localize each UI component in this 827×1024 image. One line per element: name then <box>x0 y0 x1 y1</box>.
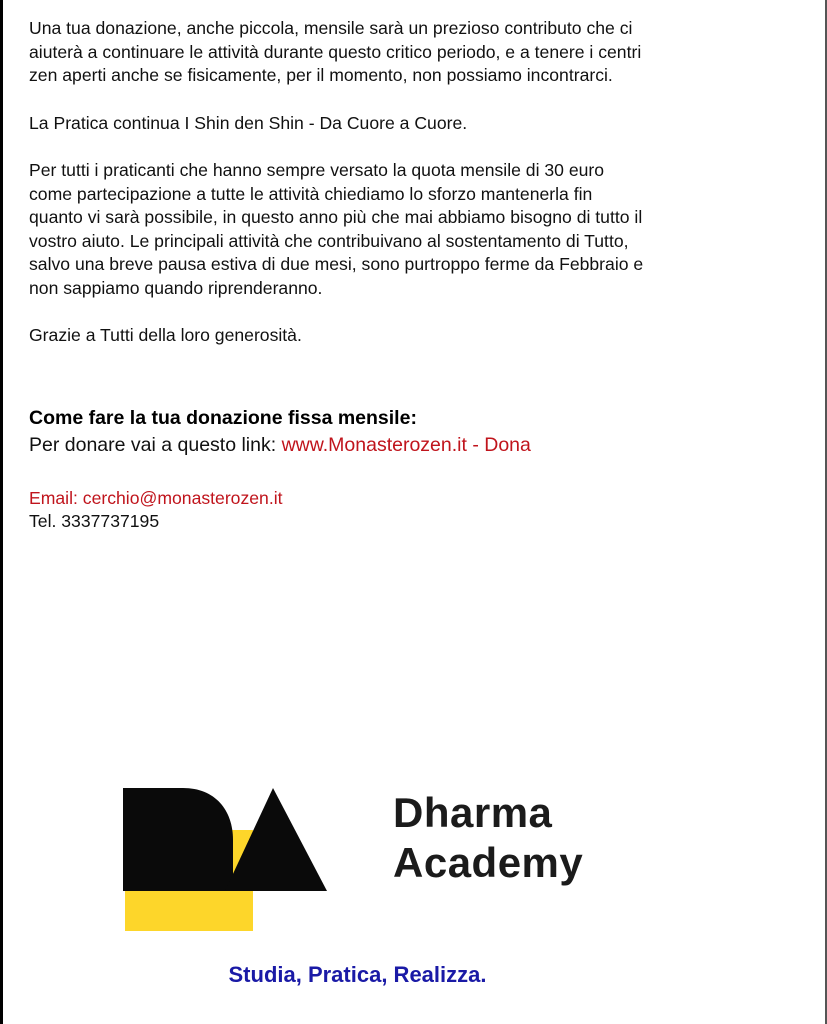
donate-heading: Come fare la tua donazione fissa mensile: <box>29 407 417 429</box>
page-left-border <box>0 0 3 1024</box>
donate-line <box>29 432 531 459</box>
logo-wordmark <box>393 788 583 888</box>
body-text <box>29 17 809 348</box>
logo-word-dharma: Dharma <box>393 789 553 836</box>
paragraph-thanks: Grazie a Tutti della loro generosità. <box>29 325 302 345</box>
donate-link-prefix: Per donare vai a questo link: <box>29 434 282 456</box>
donate-link[interactable]: www.Monasterozen.it - Dona <box>281 434 531 456</box>
contact-phone: Tel. 3337737195 <box>29 511 160 531</box>
dharma-academy-logo <box>123 788 603 938</box>
logo-word-academy: Academy <box>393 839 584 886</box>
contact-section <box>29 487 283 533</box>
contact-email-link[interactable]: Email: cerchio@monasterozen.it <box>29 488 283 508</box>
donate-section <box>29 405 531 459</box>
paragraph-donation-intro: Una tua donazione, anche piccola, mensile sarà un prezioso contributo che ci aiuterà a continuare le attività durante questo critico periodo, e a tenere i centri zen aperti anche se fisicamente, per il momento, non possiamo incontrarci. <box>29 18 642 85</box>
paragraph-practice: La Pratica continua I Shin den Shin - Da Cuore a Cuore. <box>29 112 468 133</box>
logo-black-d-shape <box>123 788 233 891</box>
logo-mark-icon <box>123 788 333 933</box>
tagline: Studia, Pratica, Realizza. <box>228 962 487 987</box>
paragraph-monthly-fee: Per tutti i praticanti che hanno sempre versato la quota mensile di 30 euro come partecipazione a tutte le attività chiediamo lo sforzo mantenerla fin quanto vi sarà possibile, in questo anno più che mai abbiamo bisogno di tutto il vostro aiuto. Le principali attività che contribuivano al sostentamento di Tutto, salvo una breve pausa estiva di due mesi, sono purtroppo ferme da Febbraio e non sappiamo quando riprenderanno. <box>29 160 644 298</box>
